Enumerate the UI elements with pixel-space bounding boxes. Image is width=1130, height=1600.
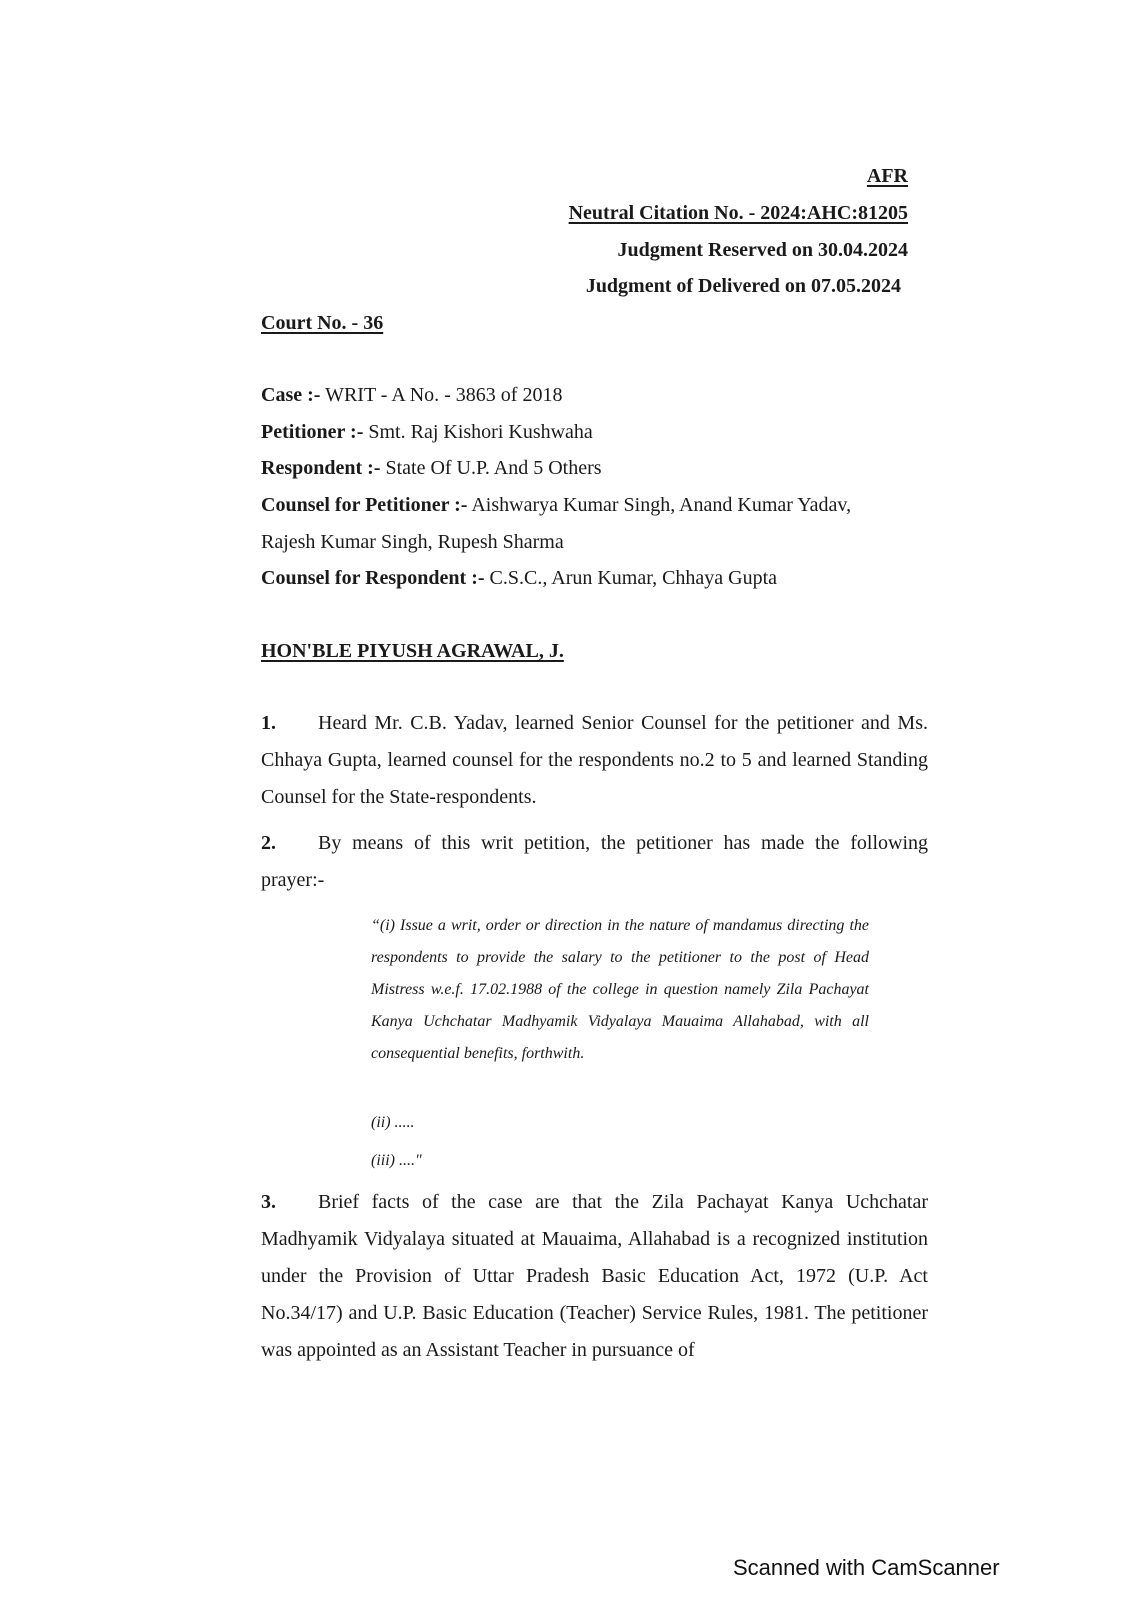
counsel-respondent-line xyxy=(261,565,777,591)
case-label: Case :- xyxy=(261,384,321,406)
counsel-respondent-value: C.S.C., Arun Kumar, Chhaya Gupta xyxy=(489,567,778,589)
petitioner-value: Smt. Raj Kishori Kushwaha xyxy=(368,421,593,443)
judgment-delivered-date: Judgment of Delivered on 07.05.2024 xyxy=(585,275,901,297)
respondent-value: State Of U.P. And 5 Others xyxy=(385,457,602,479)
petitioner-line xyxy=(261,419,593,445)
paragraph-number: 1. xyxy=(261,712,276,734)
paragraph-number: 2. xyxy=(261,832,276,854)
counsel-petitioner-continued: Rajesh Kumar Singh, Rupesh Sharma xyxy=(261,531,564,553)
paragraph-3 xyxy=(261,1184,928,1369)
afr-mark: AFR xyxy=(866,165,908,187)
court-number: Court No. - 36 xyxy=(261,312,384,334)
counsel-petitioner-line xyxy=(261,492,851,518)
petitioner-label: Petitioner :- xyxy=(261,421,364,443)
paragraph-text: Heard Mr. C.B. Yadav, learned Senior Counsel for the petitioner and Ms. Chhaya Gupta, learned counsel for the respondents no.2 to 5 and learned Standing Counsel for the State-respondents. xyxy=(261,712,928,808)
paragraph-2 xyxy=(261,825,928,899)
camscanner-watermark: Scanned with CamScanner xyxy=(733,1555,1000,1580)
paragraph-number: 3. xyxy=(261,1191,276,1213)
prayer-item-i: “(i) Issue a writ, order or direction in the nature of mandamus directing the respondents to provide the salary to the petitioner to the post of Head Mistress w.e.f. 17.02.1988 of the college in question namely Zila Pachayat Kanya Uchchatar Madhyamik Vidyalaya Mauaima Allahabad, with all consequential benefits, forthwith. xyxy=(371,917,869,1062)
counsel-petitioner-value: Aishwarya Kumar Singh, Anand Kumar Yadav, xyxy=(471,494,852,516)
respondent-line xyxy=(261,455,602,481)
judge-name: HON'BLE PIYUSH AGRAWAL, J. xyxy=(261,640,564,662)
prayer-item-ii: (ii) ..... xyxy=(371,1114,415,1131)
neutral-citation: Neutral Citation No. - 2024:AHC:81205 xyxy=(568,202,908,224)
case-line xyxy=(261,382,562,408)
paragraph-text: Brief facts of the case are that the Zila Pachayat Kanya Uchchatar Madhyamik Vidyalaya situated at Mauaima, Allahabad is a recognized institution under the Provision of Uttar Pradesh Basic Education Act, 1972 (U.P. Act No.34/17) and U.P. Basic Education (Teacher) Service Rules, 1981. The petitioner was appointed as an Assistant Teacher in pursuance of xyxy=(261,1191,928,1361)
prayer-item-iii: (iii) ...." xyxy=(371,1152,422,1169)
counsel-petitioner-label: Counsel for Petitioner :- xyxy=(261,494,468,516)
paragraph-text: By means of this writ petition, the petitioner has made the following prayer:- xyxy=(261,832,928,891)
case-value: WRIT - A No. - 3863 of 2018 xyxy=(325,384,563,406)
respondent-label: Respondent :- xyxy=(261,457,381,479)
judgment-reserved-date: Judgment Reserved on 30.04.2024 xyxy=(617,239,908,261)
paragraph-1 xyxy=(261,705,928,816)
counsel-respondent-label: Counsel for Respondent :- xyxy=(261,567,485,589)
